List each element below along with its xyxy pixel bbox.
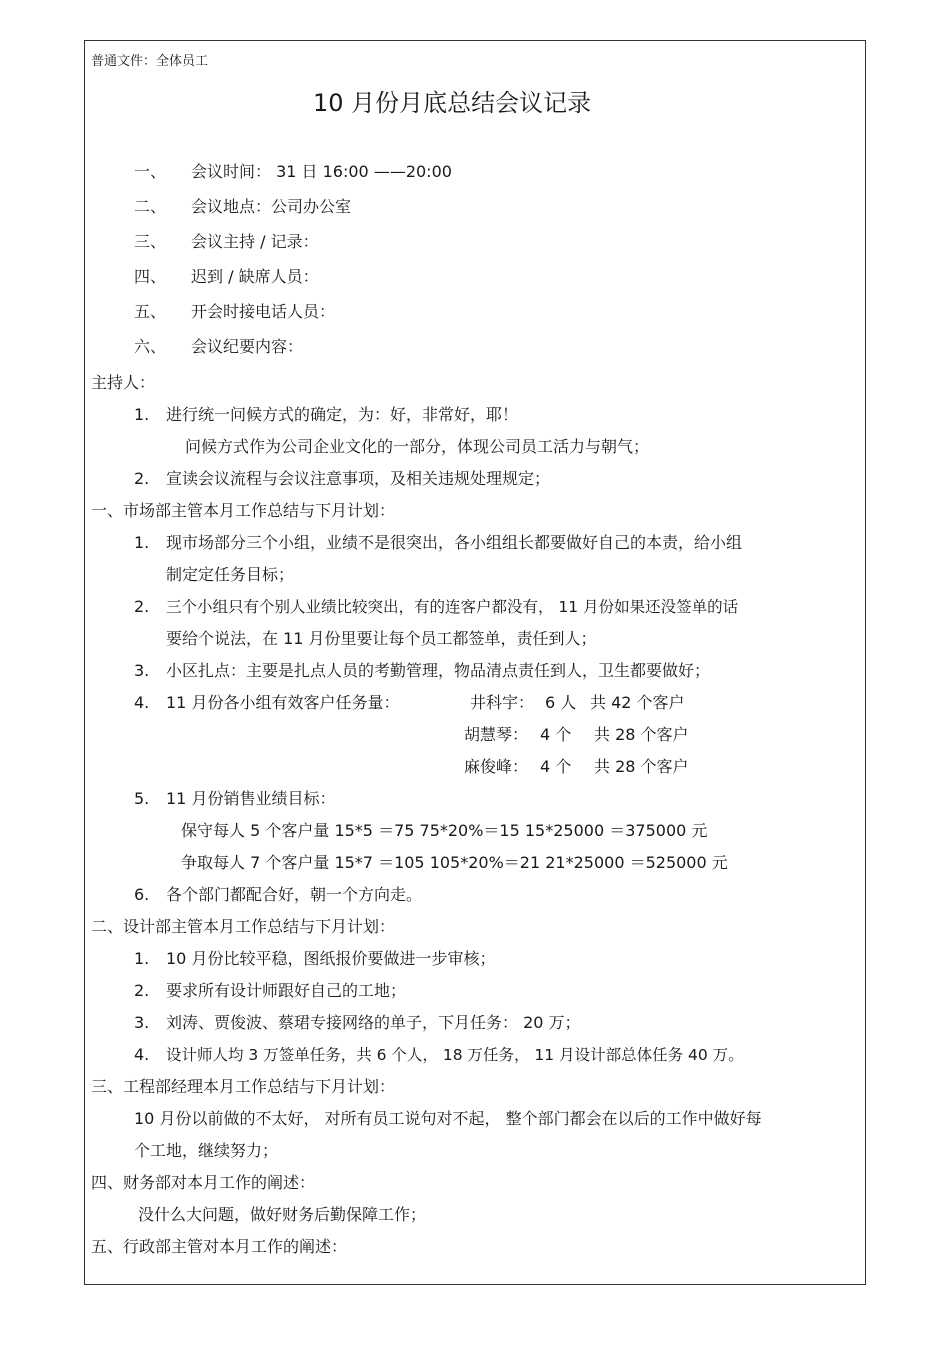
item-text: 问候方式作为公司企业文化的一部分，体现公司员工活力与朝气； (185, 437, 650, 456)
section-heading-admin: 五、行政部主管对本月工作的阐述： (91, 1237, 348, 1256)
item-num: 3. (134, 661, 150, 680)
meta-num: 六、 (134, 337, 167, 356)
item-text: 10 月份比较平稳，图纸报价要做进一步审核； (166, 949, 496, 968)
team-name: 胡慧琴： (464, 725, 529, 744)
item-num: 2. (134, 469, 150, 488)
section-heading-engineering: 三、工程部经理本月工作总结与下月计划： (91, 1077, 396, 1096)
item-num: 5. (134, 789, 150, 808)
item-text: 11 月份销售业绩目标： (166, 789, 336, 808)
team-count: 4 个 (540, 725, 572, 744)
paragraph-line: 没什么大问题，做好财务后勤保障工作； (138, 1205, 427, 1224)
paragraph-line: 个工地，继续努力； (134, 1141, 279, 1160)
team-total: 共 28 个客户 (594, 725, 689, 744)
item-num: 2. (134, 981, 150, 1000)
meta-text-absent: 迟到 / 缺席人员： (191, 267, 319, 286)
page-title: 10 月份月底总结会议记录 (313, 89, 592, 117)
team-total: 共 42 个客户 (590, 693, 685, 712)
meta-num: 三、 (134, 232, 167, 251)
meta-text-host: 会议主持 / 记录： (191, 232, 319, 251)
item-num: 6. (134, 885, 150, 904)
item-text: 宣读会议流程与会议注意事项，及相关违规处理规定； (166, 469, 551, 488)
team-count: 6 人 (545, 693, 577, 712)
item-text-cont: 要给个说法，在 11 月份里要让每个员工都签单，责任到人； (166, 629, 597, 648)
section-heading-host: 主持人： (91, 373, 156, 392)
item-num: 3. (134, 1013, 150, 1032)
sales-target-line: 保守每人 5 个客户量 15*5 ＝75 75*20%＝15 15*25000 ＝375000 元 (181, 821, 708, 840)
sales-target-line: 争取每人 7 个客户量 15*7 ＝105 105*20%＝21 21*25000 ＝525000 元 (181, 853, 728, 872)
meta-text-location: 会议地点：公司办公室 (191, 197, 352, 216)
item-text-cont: 制定定任务目标； (166, 565, 295, 584)
item-num: 1. (134, 533, 150, 552)
item-text: 要求所有设计师跟好自己的工地； (166, 981, 407, 1000)
team-total: 共 28 个客户 (594, 757, 689, 776)
item-num: 2. (134, 597, 150, 616)
item-text: 进行统一问候方式的确定，为：好，非常好，耶！ (166, 405, 519, 424)
meta-num: 二、 (134, 197, 167, 216)
item-text: 小区扎点：主要是扎点人员的考勤管理，物品清点责任到人，卫生都要做好； (166, 661, 711, 680)
item-text: 现市场部分三个小组，业绩不是很突出，各小组组长都要做好自己的本责，给小组 (166, 533, 743, 552)
item-num: 4. (134, 1045, 150, 1064)
section-heading-market: 一、市场部主管本月工作总结与下月计划： (91, 501, 396, 520)
section-heading-design: 二、设计部主管本月工作总结与下月计划： (91, 917, 396, 936)
meta-num: 四、 (134, 267, 167, 286)
team-name: 井科宇： (470, 693, 535, 712)
team-count: 4 个 (540, 757, 572, 776)
meta-text-phone: 开会时接电话人员： (191, 302, 336, 321)
item-text: 设计师人均 3 万签单任务，共 6 个人， 18 万任务， 11 月设计部总体任务 40 万。 (166, 1046, 744, 1064)
item-text: 11 月份各小组有效客户任务量： (166, 693, 400, 712)
item-text: 刘涛、贾俊波、蔡珺专接网络的单子，下月任务： 20 万； (166, 1013, 581, 1032)
item-num: 4. (134, 693, 150, 712)
meta-num: 一、 (134, 162, 167, 181)
section-heading-finance: 四、财务部对本月工作的阐述： (91, 1173, 316, 1192)
meta-num: 五、 (134, 302, 167, 321)
item-num: 1. (134, 405, 150, 424)
classification-header: 普通文件：全体员工 (91, 54, 209, 69)
team-name: 麻俊峰： (464, 757, 529, 776)
meta-text-time: 会议时间： 31 日 16:00 ——20:00 (191, 162, 452, 181)
paragraph-line: 10 月份以前做的不太好， 对所有员工说句对不起， 整个部门都会在以后的工作中做好每 (134, 1109, 762, 1128)
item-text: 三个小组只有个别人业绩比较突出，有的连客户都没有， 11 月份如果还没签单的话 (166, 598, 739, 616)
item-num: 1. (134, 949, 150, 968)
meta-text-minutes: 会议纪要内容： (191, 337, 304, 356)
item-text: 各个部门都配合好，朝一个方向走。 (166, 885, 423, 904)
